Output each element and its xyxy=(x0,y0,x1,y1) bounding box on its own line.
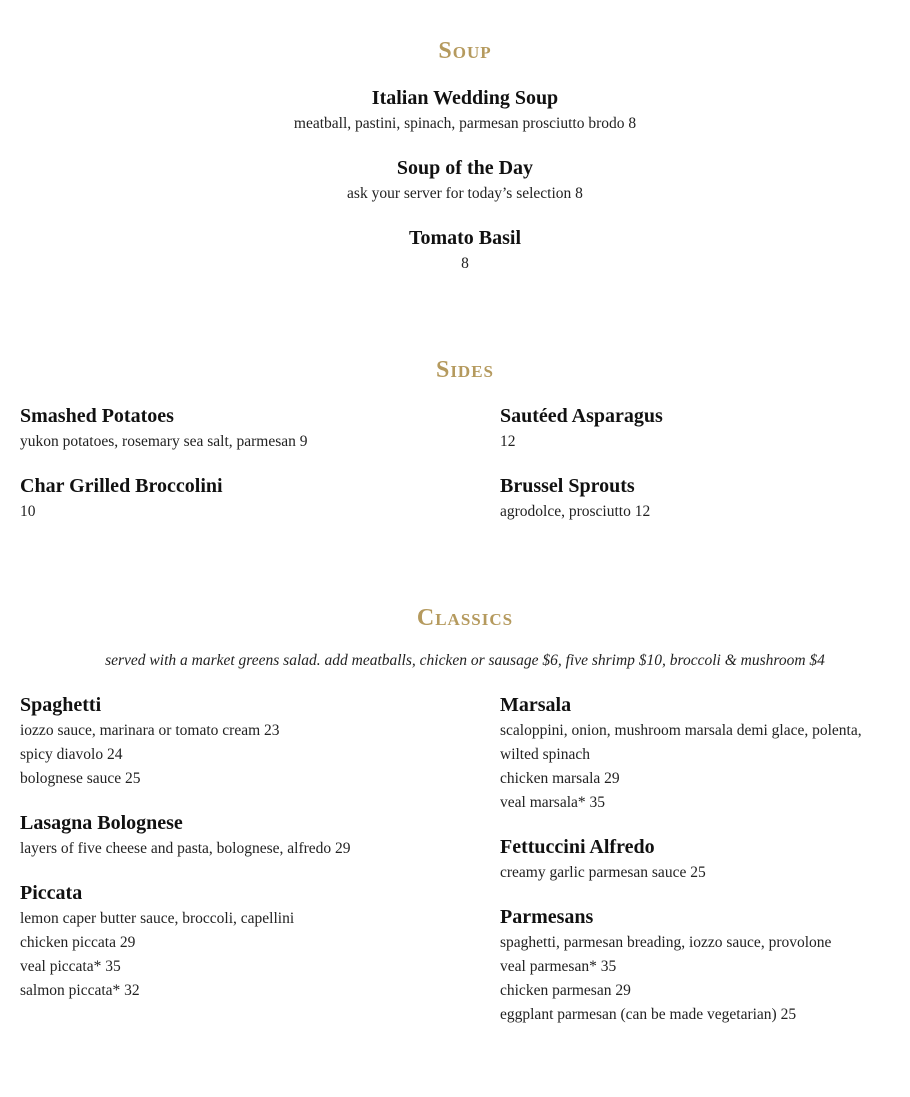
menu-item-piccata xyxy=(20,881,460,1003)
item-line: wilted spinach xyxy=(500,746,590,763)
classics-note: served with a market greens salad. add meatballs, chicken or sausage $6, five shrimp $10, broccoli & mushroom $4 xyxy=(105,652,825,669)
item-line: spicy diavolo 24 xyxy=(20,746,123,763)
item-name: Char Grilled Broccolini xyxy=(20,475,223,497)
item-line: chicken marsala 29 xyxy=(500,770,620,787)
sides-section-title: Sides xyxy=(435,357,495,383)
item-line: veal marsala* 35 xyxy=(500,794,606,811)
menu-item-brussel-sprouts xyxy=(500,474,890,524)
item-line: veal parmesan* 35 xyxy=(500,958,617,975)
item-line: veal piccata* 35 xyxy=(20,958,121,975)
item-line: creamy garlic parmesan sauce 25 xyxy=(500,864,706,881)
item-name: Smashed Potatoes xyxy=(20,405,174,427)
menu-item-lasagna-bolognese xyxy=(20,811,460,861)
item-line: spaghetti, parmesan breading, iozzo sauce, provolone xyxy=(500,934,832,951)
item-price: 10 xyxy=(20,503,36,520)
menu-item-smashed-potatoes xyxy=(20,404,460,454)
menu-item-fettuccini-alfredo xyxy=(500,835,890,885)
item-name: Spaghetti xyxy=(20,694,102,716)
menu-item-char-grilled-broccolini xyxy=(20,474,460,524)
classics-section-title: Classics xyxy=(416,605,514,631)
item-name: Parmesans xyxy=(500,906,594,928)
item-name: Brussel Sprouts xyxy=(500,475,635,497)
soup-section-title: Soup xyxy=(438,38,492,64)
menu-item-soup-of-the-day xyxy=(0,156,910,206)
menu-item-tomato-basil xyxy=(0,226,910,276)
item-name: Marsala xyxy=(500,694,572,716)
item-description: agrodolce, prosciutto 12 xyxy=(500,503,651,520)
item-name: Soup of the Day xyxy=(396,157,534,179)
item-line: bolognese sauce 25 xyxy=(20,770,141,787)
item-line: salmon piccata* 32 xyxy=(20,982,140,999)
item-line: chicken parmesan 29 xyxy=(500,982,631,999)
item-description: meatball, pastini, spinach, parmesan prosciutto brodo 8 xyxy=(293,115,637,132)
item-line: chicken piccata 29 xyxy=(20,934,136,951)
menu-item-sauteed-asparagus xyxy=(500,404,890,454)
item-name: Piccata xyxy=(20,882,83,904)
item-line: scaloppini, onion, mushroom marsala demi glace, polenta, xyxy=(500,722,862,739)
item-name: Tomato Basil xyxy=(408,227,522,249)
item-line: iozzo sauce, marinara or tomato cream 23 xyxy=(20,722,280,739)
item-name: Fettuccini Alfredo xyxy=(500,836,655,858)
menu-item-parmesans xyxy=(500,905,890,1027)
item-description: ask your server for today’s selection 8 xyxy=(347,185,583,202)
menu-item-italian-wedding-soup xyxy=(0,86,910,136)
menu-item-spaghetti xyxy=(20,693,460,791)
item-name: Sautéed Asparagus xyxy=(500,405,663,427)
item-name: Lasagna Bolognese xyxy=(20,812,183,834)
menu-item-marsala xyxy=(500,693,890,815)
item-price: 8 xyxy=(461,255,469,272)
item-line: lemon caper butter sauce, broccoli, capellini xyxy=(20,910,295,927)
item-description: yukon potatoes, rosemary sea salt, parmesan 9 xyxy=(20,433,308,450)
item-line: layers of five cheese and pasta, bolognese, alfredo 29 xyxy=(20,840,351,857)
item-line: eggplant parmesan (can be made vegetarian) 25 xyxy=(500,1006,797,1023)
item-name: Italian Wedding Soup xyxy=(371,87,559,109)
item-price: 12 xyxy=(500,433,516,450)
